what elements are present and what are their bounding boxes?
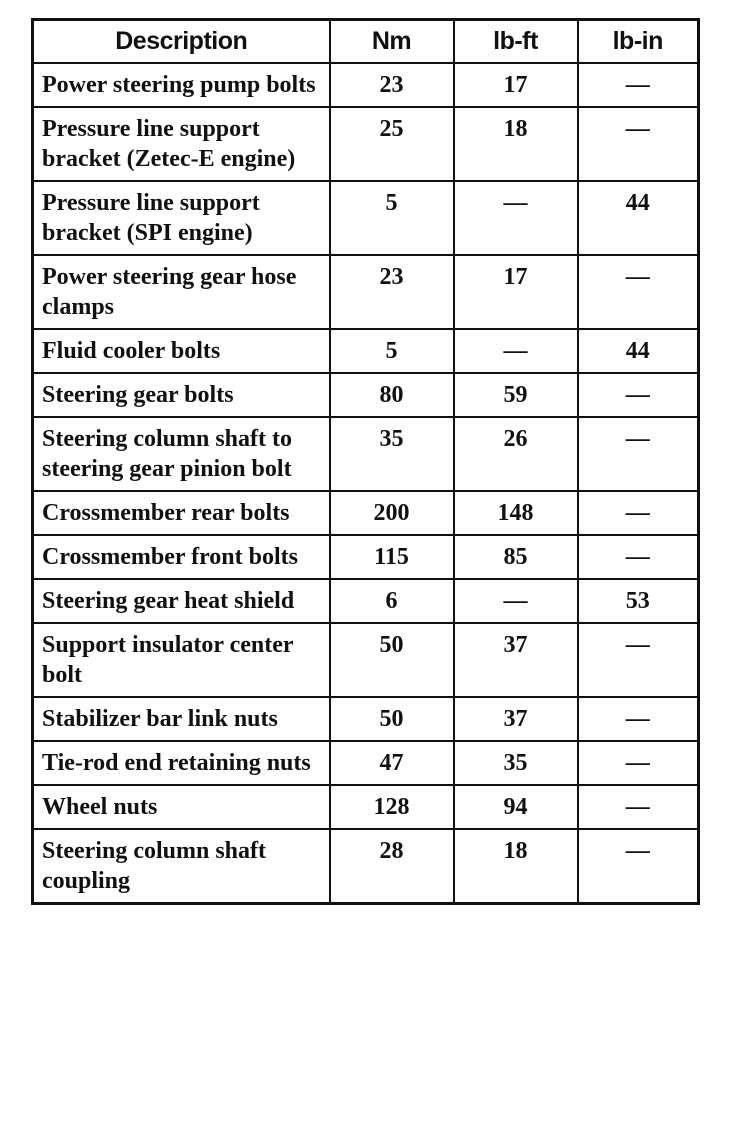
table-row — [33, 741, 699, 785]
nm-cell: 35 — [330, 417, 454, 491]
lb-ft-cell: 26 — [454, 417, 578, 491]
description-cell: Steering column shaft coupling — [33, 829, 330, 904]
description-cell: Steering gear bolts — [33, 373, 330, 417]
table-row — [33, 785, 699, 829]
lb-in-cell: 44 — [578, 181, 699, 255]
lb-in-cell: — — [578, 373, 699, 417]
nm-cell: 47 — [330, 741, 454, 785]
table-row — [33, 373, 699, 417]
description-cell: Support insulator center bolt — [33, 623, 330, 697]
nm-cell: 200 — [330, 491, 454, 535]
description-cell: Crossmember front bolts — [33, 535, 330, 579]
nm-cell: 128 — [330, 785, 454, 829]
description-cell: Steering column shaft to steering gear pinion bolt — [33, 417, 330, 491]
lb-ft-cell: — — [454, 181, 578, 255]
lb-in-cell: — — [578, 535, 699, 579]
lb-ft-cell: 85 — [454, 535, 578, 579]
header-nm: Nm — [330, 20, 454, 64]
lb-ft-cell: 18 — [454, 107, 578, 181]
lb-ft-cell: 59 — [454, 373, 578, 417]
table-row — [33, 491, 699, 535]
header-row — [33, 20, 699, 64]
description-cell: Steering gear heat shield — [33, 579, 330, 623]
nm-cell: 6 — [330, 579, 454, 623]
lb-ft-cell: 35 — [454, 741, 578, 785]
table-row — [33, 623, 699, 697]
nm-cell: 5 — [330, 181, 454, 255]
description-cell: Pressure line support bracket (Zetec-E engine) — [33, 107, 330, 181]
description-cell: Fluid cooler bolts — [33, 329, 330, 373]
description-cell: Wheel nuts — [33, 785, 330, 829]
nm-cell: 80 — [330, 373, 454, 417]
lb-in-cell: — — [578, 741, 699, 785]
lb-in-cell: — — [578, 829, 699, 904]
lb-ft-cell: 148 — [454, 491, 578, 535]
description-cell: Stabilizer bar link nuts — [33, 697, 330, 741]
lb-ft-cell: — — [454, 579, 578, 623]
header-lb-ft: lb-ft — [454, 20, 578, 64]
description-cell: Power steering pump bolts — [33, 63, 330, 107]
lb-ft-cell: 18 — [454, 829, 578, 904]
nm-cell: 23 — [330, 255, 454, 329]
table-row — [33, 697, 699, 741]
nm-cell: 5 — [330, 329, 454, 373]
nm-cell: 25 — [330, 107, 454, 181]
lb-in-cell: — — [578, 623, 699, 697]
description-cell: Crossmember rear bolts — [33, 491, 330, 535]
table-row — [33, 181, 699, 255]
table-row — [33, 535, 699, 579]
lb-ft-cell: 17 — [454, 63, 578, 107]
lb-in-cell: — — [578, 63, 699, 107]
table-row — [33, 579, 699, 623]
lb-in-cell: 53 — [578, 579, 699, 623]
lb-ft-cell: 37 — [454, 623, 578, 697]
lb-ft-cell: 94 — [454, 785, 578, 829]
header-lb-in: lb-in — [578, 20, 699, 64]
table-row — [33, 63, 699, 107]
nm-cell: 50 — [330, 623, 454, 697]
lb-in-cell: — — [578, 491, 699, 535]
table-row — [33, 255, 699, 329]
lb-in-cell: 44 — [578, 329, 699, 373]
description-cell: Power steering gear hose clamps — [33, 255, 330, 329]
nm-cell: 50 — [330, 697, 454, 741]
lb-ft-cell: 37 — [454, 697, 578, 741]
description-cell: Pressure line support bracket (SPI engine) — [33, 181, 330, 255]
nm-cell: 28 — [330, 829, 454, 904]
lb-in-cell: — — [578, 107, 699, 181]
nm-cell: 115 — [330, 535, 454, 579]
lb-ft-cell: 17 — [454, 255, 578, 329]
lb-ft-cell: — — [454, 329, 578, 373]
lb-in-cell: — — [578, 697, 699, 741]
table-row — [33, 329, 699, 373]
lb-in-cell: — — [578, 417, 699, 491]
nm-cell: 23 — [330, 63, 454, 107]
lb-in-cell: — — [578, 255, 699, 329]
header-description: Description — [33, 20, 330, 64]
table-row — [33, 107, 699, 181]
torque-spec-table — [31, 18, 700, 905]
table-row — [33, 417, 699, 491]
description-cell: Tie-rod end retaining nuts — [33, 741, 330, 785]
table-row — [33, 829, 699, 904]
lb-in-cell: — — [578, 785, 699, 829]
